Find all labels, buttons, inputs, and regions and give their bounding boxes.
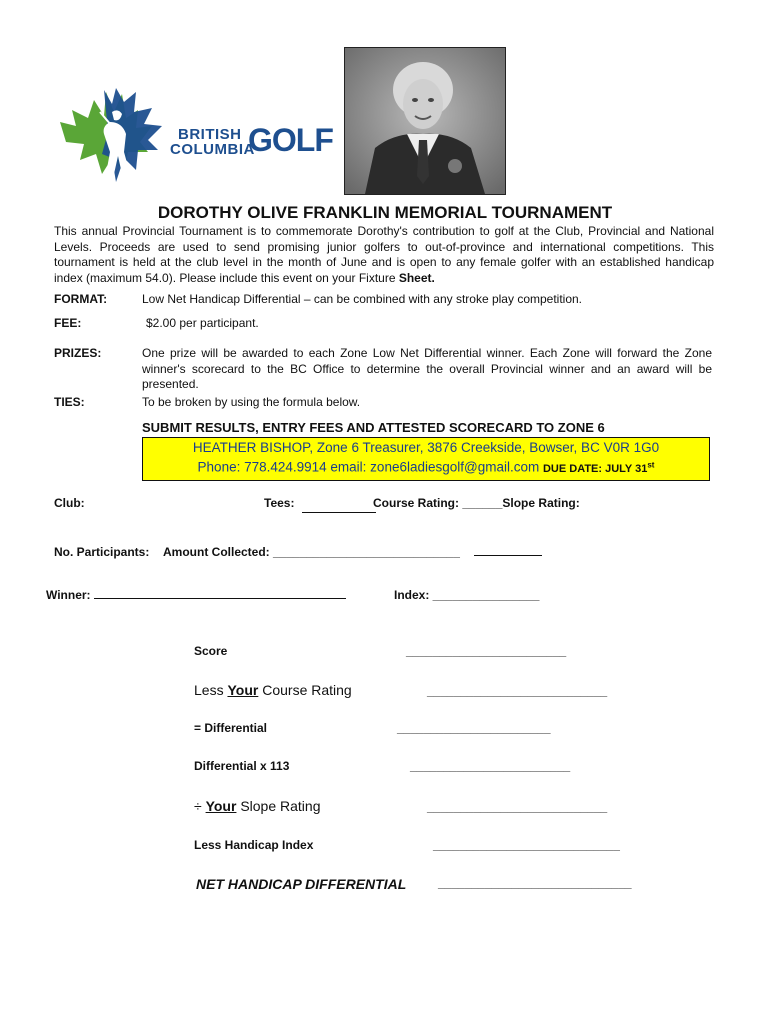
page-title: DOROTHY OLIVE FRANKLIN MEMORIAL TOURNAMENT xyxy=(157,203,613,222)
divide-text: ÷ xyxy=(194,798,206,814)
club-label: Club: xyxy=(54,496,85,510)
due-date-sup: st xyxy=(647,460,655,469)
score-label: Score xyxy=(194,644,228,658)
format-value: Low Net Handicap Differential – can be combined with any stroke play competition. xyxy=(142,292,583,306)
your-text: Your xyxy=(227,682,259,698)
slope-rating-calc-text: Slope Rating xyxy=(236,798,321,814)
logo-text-british: BRITISH xyxy=(178,126,242,143)
maple-leaf-golfer-icon xyxy=(52,82,172,192)
amount-collected-label xyxy=(163,545,460,559)
less-handicap-index-label: Less Handicap Index xyxy=(194,838,314,852)
submit-heading: SUBMIT RESULTS, ENTRY FEES AND ATTESTED SCORECARD TO ZONE 6 xyxy=(142,420,710,438)
logo-text-columbia: COLUMBIA xyxy=(170,141,255,158)
ties-label: TIES: xyxy=(54,395,85,409)
tees-blank[interactable] xyxy=(302,512,376,513)
less-course-rating-label xyxy=(194,682,352,698)
amount-blank[interactable]: ____________________________ xyxy=(273,545,460,559)
prizes-label: PRIZES: xyxy=(54,346,102,360)
ties-value: To be broken by using the formula below. xyxy=(142,395,361,409)
fee-label: FEE: xyxy=(54,316,82,330)
intro-bold-end: Sheet. xyxy=(398,270,435,285)
course-rating-text: Course Rating: xyxy=(373,496,463,510)
course-rating-blank[interactable]: ______ xyxy=(462,496,503,510)
net-handicap-differential-blank[interactable]: _____________________________ xyxy=(438,876,632,890)
intro-text: This annual Provincial Tournament is to commemorate Dorothy's contribution to golf at the Club, Provincial and National Levels. Proceeds are used to send promising junior golfers to out-of-province and international competitions. This tournament is held at the club level in the month of June and is open to any female golfer with an established handicap index (maximum 54.0). Please include this event on your Fixture xyxy=(54,224,714,285)
index-label xyxy=(394,588,539,602)
net-handicap-differential-label: NET HANDICAP DIFFERENTIAL xyxy=(196,876,407,892)
contact-address: HEATHER BISHOP, Zone 6 Treasurer, 3876 Creekside, Bowser, BC V0R 1G0 xyxy=(192,440,660,455)
slope-rating-text: Slope Rating: xyxy=(502,496,580,510)
winner-blank[interactable] xyxy=(94,598,346,599)
slope-rating-calc-label xyxy=(194,798,321,814)
course-rating-calc-text: Course Rating xyxy=(258,682,352,698)
portrait-photo xyxy=(344,47,506,195)
slope-rating-blank[interactable]: ___________________________ xyxy=(427,800,608,814)
winner-label: Winner: xyxy=(46,588,91,602)
participants-label: No. Participants: xyxy=(54,545,150,559)
prizes-value: One prize will be awarded to each Zone Low Net Differential winner. Each Zone will forward the Zone winner's scorecard to the BC Office to determine the overall Provincial winner and an award will be presented. xyxy=(142,346,712,391)
index-text: Index: xyxy=(394,588,433,602)
amount-extra-blank[interactable] xyxy=(474,555,542,556)
format-label: FORMAT: xyxy=(54,292,108,306)
differential-label: = Differential xyxy=(194,721,268,735)
fee-value: $2.00 per participant. xyxy=(146,316,259,330)
index-blank[interactable]: ________________ xyxy=(432,588,540,602)
due-date-text: DUE DATE: JULY 31 xyxy=(542,462,648,475)
less-handicap-index-blank[interactable]: ____________________________ xyxy=(433,838,620,852)
amount-text: Amount Collected: xyxy=(163,545,273,559)
zone-contact-highlight xyxy=(142,438,710,481)
score-blank[interactable]: ________________________ xyxy=(406,644,567,658)
submit-box xyxy=(142,420,710,481)
differential-x113-blank[interactable]: ________________________ xyxy=(410,759,571,773)
tees-label: Tees: xyxy=(264,496,295,510)
differential-x113-label: Differential x 113 xyxy=(194,759,290,773)
course-rating-label xyxy=(373,496,580,510)
your-slope-text: Your xyxy=(205,798,237,814)
less-course-rating-blank[interactable]: ___________________________ xyxy=(427,684,608,698)
logo-text-golf: GOLF xyxy=(248,122,333,158)
differential-blank[interactable]: _______________________ xyxy=(397,721,551,735)
contact-line: Phone: 778.424.9914 email: zone6ladiesgolf@gmail.com xyxy=(197,459,543,475)
less-text: Less xyxy=(194,682,228,698)
contact-phone-email xyxy=(143,456,709,478)
intro-paragraph xyxy=(54,224,714,286)
due-date xyxy=(542,460,655,475)
